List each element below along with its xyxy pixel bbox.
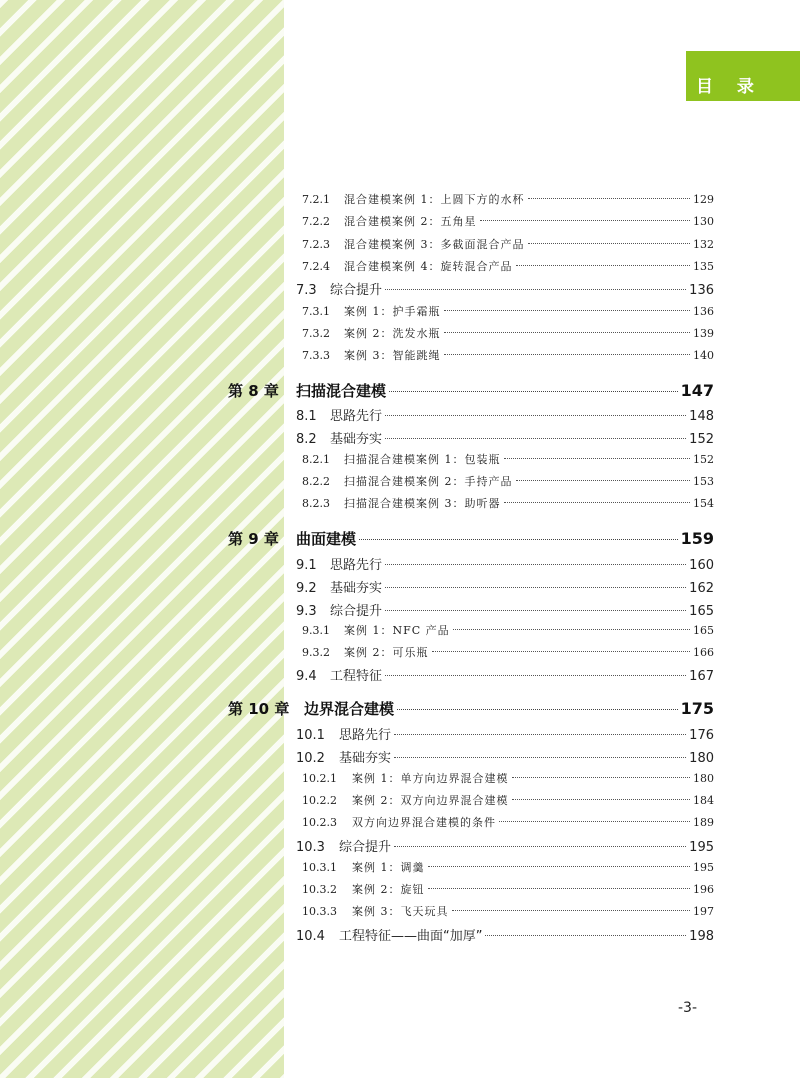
toc-entry-title: 案例 2：可乐瓶 [344,646,429,659]
toc-entry-page: 196 [693,883,714,896]
toc-leader-dots [389,391,678,392]
toc-entry-title: 混合建模案例 1：上圆下方的水杯 [344,193,525,206]
toc-entry-title: 思路先行 [330,558,383,573]
toc-entry-title: 案例 3：飞天玩具 [352,905,449,918]
toc-entry-number: 10.3.1 [302,861,337,874]
toc-entry-number: 10.2.3 [302,816,337,829]
toc-leader-dots [432,651,691,652]
toc-leader-dots [504,502,691,503]
toc-chapter-title: 曲面建模 [296,530,357,548]
toc-leader-dots [385,610,686,611]
toc-leader-dots [394,757,686,758]
toc-entry[interactable] [302,258,714,274]
toc-entry-page: 129 [693,193,714,206]
toc-leader-dots [444,354,691,355]
toc-entry[interactable] [296,577,714,596]
toc-entry[interactable] [302,622,714,638]
toc-chapter-number: 第 9 章 [228,530,279,548]
toc-entry-page: 166 [693,646,714,659]
toc-leader-dots [504,458,691,459]
toc-entry-page: 153 [693,475,714,488]
toc-entry[interactable] [296,665,714,684]
toc-entry[interactable] [296,428,714,447]
toc-leader-dots [428,866,691,867]
toc-entry-number: 8.2.1 [302,453,330,466]
toc-leader-dots [397,709,678,710]
toc-chapter-page: 175 [680,699,714,718]
toc-leader-dots [394,846,686,847]
toc-entry-page: 184 [693,794,714,807]
toc-entry[interactable] [302,881,714,897]
toc-entry-title: 扫描混合建模案例 2：手持产品 [344,475,513,488]
toc-chapter-entry[interactable] [228,528,714,549]
toc-entry-number: 7.2.3 [302,238,330,251]
toc-entry-page: 165 [693,624,714,637]
toc-entry-page: 197 [693,905,714,918]
page-number: -3- [678,1000,698,1016]
toc-entry-page: 180 [689,751,714,766]
toc-chapter-number: 第 10 章 [228,700,290,718]
toc-entry-page: 195 [689,840,714,855]
toc-entry[interactable] [302,770,714,786]
toc-entry[interactable] [296,747,714,766]
toc-entry-title: 工程特征——曲面“加厚” [339,929,483,944]
toc-entry-number: 7.2.4 [302,260,330,273]
toc-entry-page: 176 [689,728,714,743]
toc-entry-title: 混合建模案例 3：多截面混合产品 [344,238,525,251]
toc-entry-title: 综合提升 [339,840,392,855]
toc-chapter-title: 边界混合建模 [304,700,395,718]
toc-entry[interactable] [302,191,714,207]
toc-entry[interactable] [302,644,714,660]
toc-leader-dots [480,220,691,221]
toc-leader-dots [428,888,691,889]
toc-entry-number: 10.2.2 [302,794,337,807]
toc-entry-number: 9.3.1 [302,624,330,637]
toc-entry-number: 8.2.2 [302,475,330,488]
toc-entry-page: 180 [693,772,714,785]
toc-leader-dots [394,734,686,735]
toc-entry[interactable] [302,347,714,363]
toc-entry-page: 139 [693,327,714,340]
toc-entry-page: 154 [693,497,714,510]
toc-leader-dots [385,415,686,416]
toc-leader-dots [444,332,691,333]
toc-entry-page: 136 [689,283,714,298]
toc-entry-page: 148 [689,409,714,424]
toc-entry[interactable] [296,554,714,573]
toc-entry-number: 10.2 [296,751,325,766]
toc-entry-page: 140 [693,349,714,362]
toc-entry-number: 10.3 [296,840,325,855]
toc-entry-page: 152 [693,453,714,466]
toc-entry-number: 8.2 [296,432,317,447]
toc-leader-dots [512,777,691,778]
toc-leader-dots [385,289,686,290]
toc-entry-title: 基础夯实 [330,432,383,447]
toc-entry-number: 9.2 [296,581,317,596]
toc-entry-number: 10.3.3 [302,905,337,918]
toc-entry[interactable] [296,279,714,298]
toc-entry-number: 10.4 [296,929,325,944]
toc-entry-title: 思路先行 [330,409,383,424]
toc-entry[interactable] [296,836,714,855]
toc-entry-title: 案例 1：NFC 产品 [344,624,450,637]
toc-entry[interactable] [302,303,714,319]
toc-entry-page: 167 [689,669,714,684]
toc-leader-dots [499,821,690,822]
toc-entry-number: 9.1 [296,558,317,573]
section-header-title: 目 录 [696,77,763,97]
toc-leader-dots [528,243,691,244]
toc-leader-dots [385,675,686,676]
toc-entry-number: 7.2.1 [302,193,330,206]
toc-entry-title: 案例 2：洗发水瓶 [344,327,441,340]
toc-entry[interactable] [302,325,714,341]
toc-entry[interactable] [302,473,714,489]
toc-entry-number: 7.3 [296,283,317,298]
toc-entry-title: 混合建模案例 4：旋转混合产品 [344,260,513,273]
toc-entry-page: 198 [689,929,714,944]
toc-entry-title: 案例 2：旋钮 [352,883,425,896]
toc-entry-title: 综合提升 [330,604,383,619]
toc-leader-dots [452,910,691,911]
toc-entry-title: 思路先行 [339,728,392,743]
toc-entry-number: 8.2.3 [302,497,330,510]
toc-entry-number: 7.3.1 [302,305,330,318]
toc-entry-number: 9.4 [296,669,317,684]
toc-entry-title: 案例 2：双方向边界混合建模 [352,794,509,807]
toc-entry-title: 案例 1：护手霜瓶 [344,305,441,318]
toc-entry-page: 162 [689,581,714,596]
toc-chapter-page: 147 [680,381,714,400]
toc-entry[interactable] [302,792,714,808]
toc-leader-dots [359,539,678,540]
toc-entry-title: 基础夯实 [330,581,383,596]
toc-entry-number: 10.1 [296,728,325,743]
toc-entry-page: 189 [693,816,714,829]
toc-entry[interactable] [296,724,714,743]
toc-entry[interactable] [302,859,714,875]
toc-entry-page: 152 [689,432,714,447]
toc-entry-page: 165 [689,604,714,619]
toc-entry-title: 混合建模案例 2：五角星 [344,215,477,228]
toc-entry[interactable] [302,236,714,252]
toc-entry[interactable] [302,451,714,467]
toc-entry-number: 7.2.2 [302,215,330,228]
toc-chapter-number: 第 8 章 [228,382,279,400]
toc-entry[interactable] [296,405,714,424]
toc-entry-page: 130 [693,215,714,228]
toc-entry[interactable] [302,495,714,511]
toc-leader-dots [516,480,691,481]
toc-entry-title: 基础夯实 [339,751,392,766]
toc-entry-number: 9.3.2 [302,646,330,659]
toc-entry-title: 案例 3：智能跳绳 [344,349,441,362]
toc-entry[interactable] [296,600,714,619]
toc-entry[interactable] [302,213,714,229]
toc-leader-dots [385,587,686,588]
toc-entry-title: 扫描混合建模案例 1：包装瓶 [344,453,501,466]
toc-entry-number: 10.2.1 [302,772,337,785]
toc-leader-dots [385,564,686,565]
toc-entry-title: 双方向边界混合建模的条件 [352,816,496,829]
toc-entry-number: 7.3.2 [302,327,330,340]
toc-entry-number: 10.3.2 [302,883,337,896]
toc-entry-page: 136 [693,305,714,318]
toc-chapter-entry[interactable] [228,380,714,401]
toc-entry-page: 195 [693,861,714,874]
toc-entry-title: 综合提升 [330,283,383,298]
toc-chapter-page: 159 [680,529,714,548]
toc-entry-title: 案例 1：单方向边界混合建模 [352,772,509,785]
toc-leader-dots [444,310,691,311]
toc-entry[interactable] [302,814,714,830]
toc-leader-dots [453,629,690,630]
toc-entry-page: 160 [689,558,714,573]
toc-leader-dots [385,438,686,439]
toc-entry-number: 9.3 [296,604,317,619]
toc-leader-dots [512,799,691,800]
toc-leader-dots [516,265,691,266]
toc-leader-dots [485,935,686,936]
toc-entry[interactable] [302,903,714,919]
toc-chapter-title: 扫描混合建模 [296,382,387,400]
toc-chapter-entry[interactable] [228,698,714,719]
toc-leader-dots [528,198,691,199]
toc-entry[interactable] [296,925,714,944]
toc-entry-title: 案例 1：调羹 [352,861,425,874]
toc-entry-title: 扫描混合建模案例 3：助听器 [344,497,501,510]
toc-entry-number: 8.1 [296,409,317,424]
toc-entry-page: 135 [693,260,714,273]
toc-entry-number: 7.3.3 [302,349,330,362]
toc-entry-title: 工程特征 [330,669,383,684]
toc-entry-page: 132 [693,238,714,251]
